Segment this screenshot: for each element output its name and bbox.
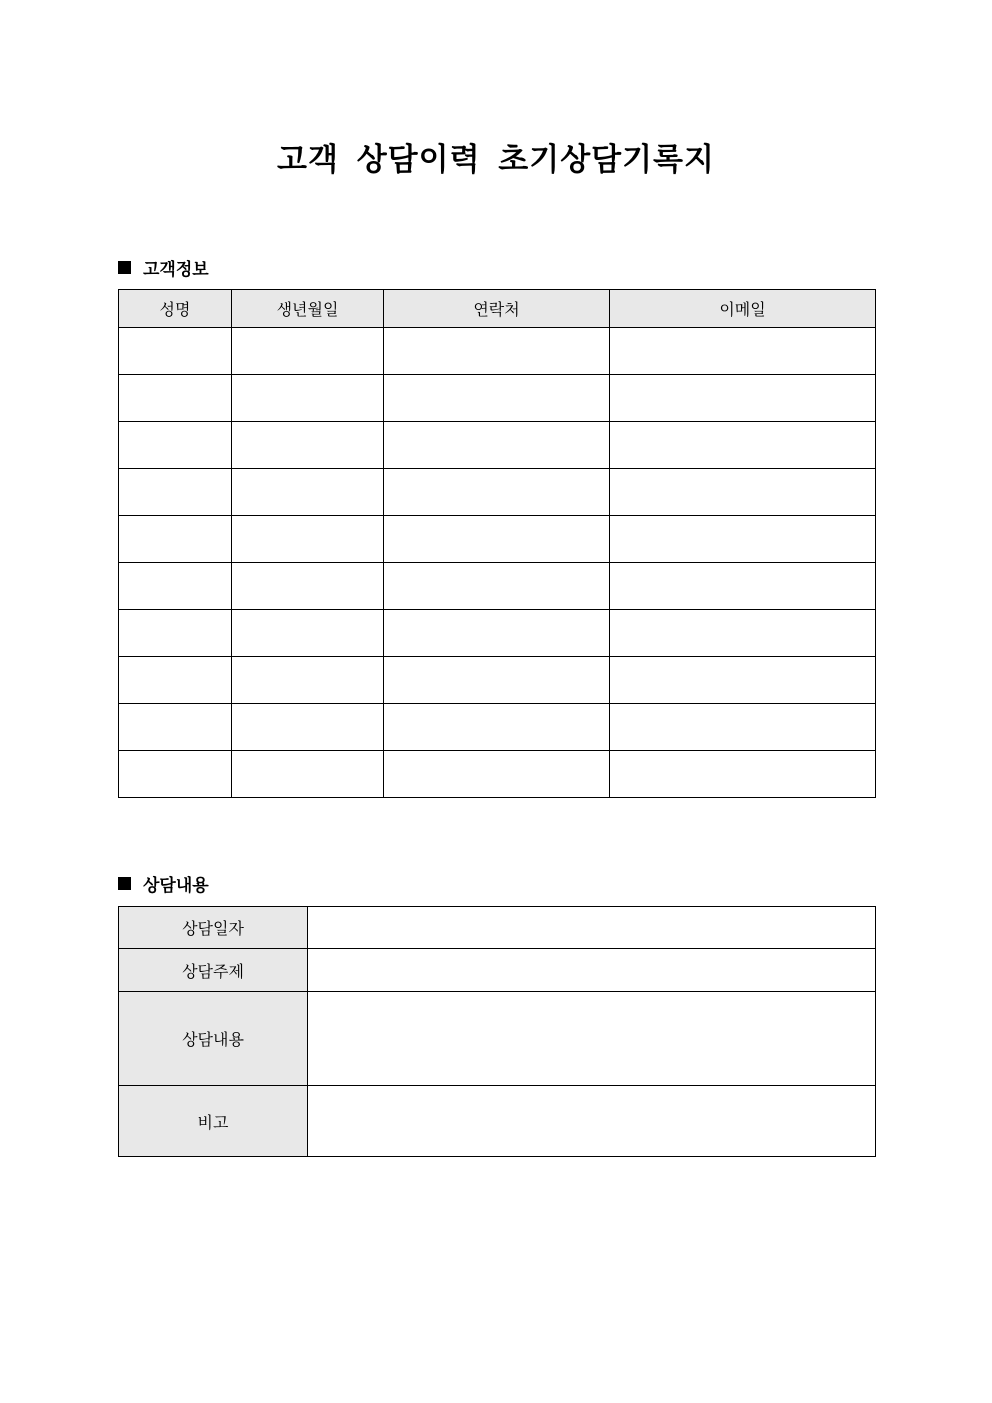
column-header-contact: 연락처: [384, 290, 610, 328]
table-row: [119, 516, 876, 563]
consult-topic-field[interactable]: [308, 949, 876, 992]
email-cell[interactable]: [610, 469, 876, 516]
consult-content-field[interactable]: [308, 992, 876, 1086]
birthdate-cell[interactable]: [232, 375, 384, 422]
consult-section-heading: [118, 871, 209, 896]
consult-date-field[interactable]: [308, 907, 876, 949]
remarks-row: [119, 1086, 876, 1157]
email-cell[interactable]: [610, 328, 876, 375]
name-cell[interactable]: [119, 375, 232, 422]
table-row: [119, 469, 876, 516]
email-cell[interactable]: [610, 657, 876, 704]
square-bullet-icon: [118, 261, 131, 274]
contact-cell[interactable]: [384, 704, 610, 751]
customer-table-body: [119, 328, 876, 798]
birthdate-cell[interactable]: [232, 751, 384, 798]
contact-cell[interactable]: [384, 516, 610, 563]
table-row: [119, 328, 876, 375]
name-cell[interactable]: [119, 516, 232, 563]
name-cell[interactable]: [119, 563, 232, 610]
table-row: [119, 422, 876, 469]
contact-cell[interactable]: [384, 375, 610, 422]
customer-info-table: [118, 289, 876, 798]
email-cell[interactable]: [610, 704, 876, 751]
table-row: [119, 751, 876, 798]
name-cell[interactable]: [119, 328, 232, 375]
remarks-label: 비고: [119, 1086, 308, 1157]
birthdate-cell[interactable]: [232, 657, 384, 704]
name-cell[interactable]: [119, 422, 232, 469]
contact-cell[interactable]: [384, 610, 610, 657]
email-cell[interactable]: [610, 375, 876, 422]
name-cell[interactable]: [119, 469, 232, 516]
email-cell[interactable]: [610, 751, 876, 798]
column-header-email: 이메일: [610, 290, 876, 328]
birthdate-cell[interactable]: [232, 328, 384, 375]
consult-topic-row: [119, 949, 876, 992]
contact-cell[interactable]: [384, 657, 610, 704]
email-cell[interactable]: [610, 563, 876, 610]
contact-cell[interactable]: [384, 328, 610, 375]
name-cell[interactable]: [119, 704, 232, 751]
birthdate-cell[interactable]: [232, 563, 384, 610]
name-cell[interactable]: [119, 610, 232, 657]
customer-section-heading: [118, 255, 209, 280]
email-cell[interactable]: [610, 610, 876, 657]
name-cell[interactable]: [119, 657, 232, 704]
consult-date-row: [119, 907, 876, 949]
birthdate-cell[interactable]: [232, 469, 384, 516]
birthdate-cell[interactable]: [232, 704, 384, 751]
birthdate-cell[interactable]: [232, 610, 384, 657]
consult-topic-label: 상담주제: [119, 949, 308, 992]
table-row: [119, 657, 876, 704]
document-title: 고객 상담이력 초기상담기록지: [277, 142, 715, 178]
consult-content-row: [119, 992, 876, 1086]
contact-cell[interactable]: [384, 751, 610, 798]
table-header-row: [119, 290, 876, 328]
table-row: [119, 563, 876, 610]
name-cell[interactable]: [119, 751, 232, 798]
column-header-birthdate: 생년월일: [232, 290, 384, 328]
table-row: [119, 375, 876, 422]
square-bullet-icon: [118, 877, 131, 890]
birthdate-cell[interactable]: [232, 516, 384, 563]
table-row: [119, 704, 876, 751]
email-cell[interactable]: [610, 516, 876, 563]
contact-cell[interactable]: [384, 563, 610, 610]
consult-section-label: 상담내용: [143, 876, 209, 896]
column-header-name: 성명: [119, 290, 232, 328]
consult-content-label: 상담내용: [119, 992, 308, 1086]
consultation-table: [118, 906, 876, 1157]
table-row: [119, 610, 876, 657]
consult-date-label: 상담일자: [119, 907, 308, 949]
contact-cell[interactable]: [384, 422, 610, 469]
email-cell[interactable]: [610, 422, 876, 469]
birthdate-cell[interactable]: [232, 422, 384, 469]
remarks-field[interactable]: [308, 1086, 876, 1157]
customer-section-label: 고객정보: [143, 260, 209, 280]
contact-cell[interactable]: [384, 469, 610, 516]
